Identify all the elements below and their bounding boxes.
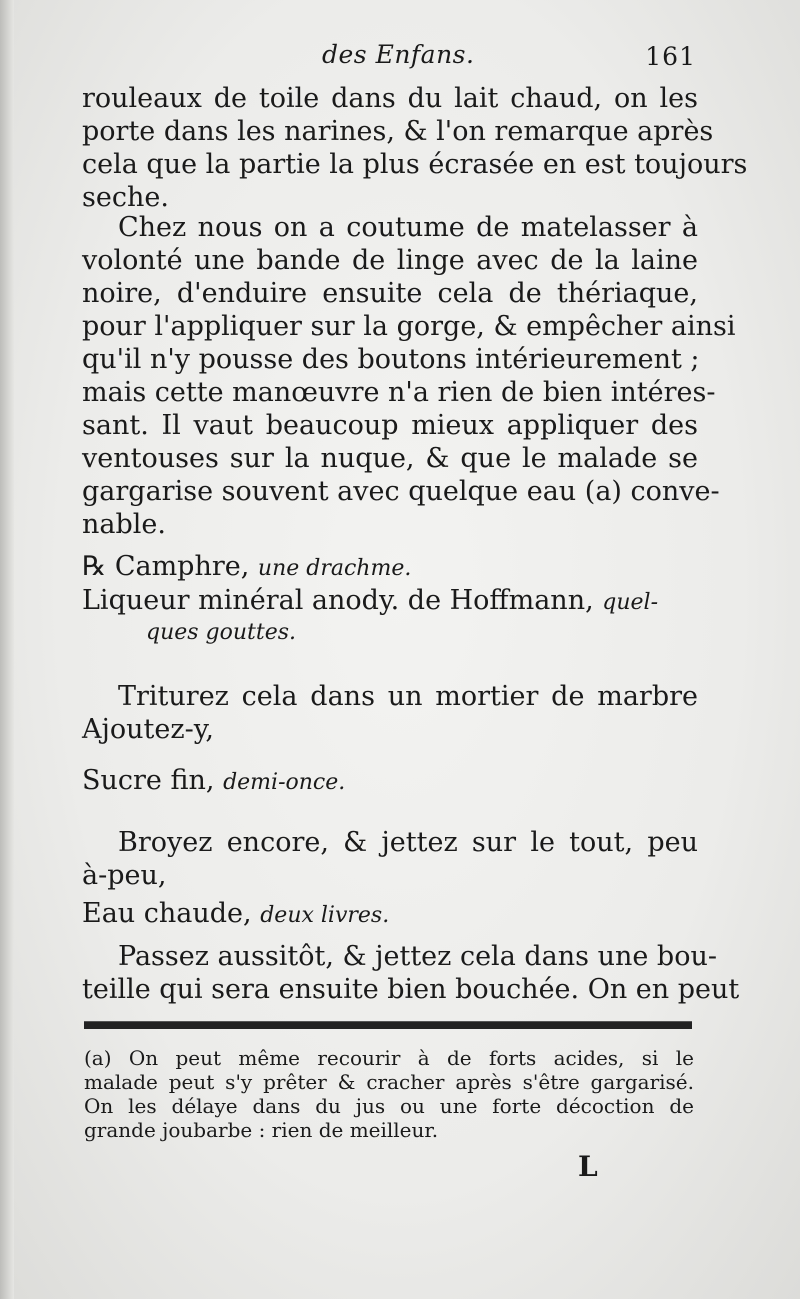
instruction-2: [82, 826, 698, 892]
text-line: Broyez encore, & jettez sur le tout, peu: [118, 827, 698, 858]
footnote-rule: [84, 1021, 692, 1029]
paragraph-3: [82, 940, 740, 1006]
footnote-line: On les délaye dans du jus ou une forte décoction de: [84, 1094, 694, 1118]
page-edge-shadow: [0, 0, 14, 1299]
page-number: 161: [645, 42, 696, 71]
footnote: [84, 1046, 694, 1142]
footnote-line: (a) On peut même recourir à de forts acides, si le: [84, 1046, 694, 1070]
text-line: qu'il n'y pousse des boutons intérieurement ;: [82, 344, 700, 375]
running-title: des Enfans.: [322, 40, 475, 69]
instruction-1: [82, 680, 698, 746]
text-line: teille qui sera ensuite bien bouchée. On en peut: [82, 974, 740, 1005]
signature-mark: L: [578, 1150, 598, 1183]
ingredient-qty: deux livres.: [260, 903, 390, 928]
ingredient-name: Eau chaude,: [82, 898, 252, 929]
text-line: Passez aussitôt, & jettez cela dans une bou-: [118, 941, 717, 972]
recipe-symbol: ℞: [82, 551, 107, 582]
footnote-line: grande joubarbe : rien de meilleur.: [84, 1118, 439, 1142]
paragraph-1: [82, 82, 748, 214]
ingredient-eau: [82, 897, 389, 932]
text-line: ventouses sur la nuque, & que le malade se: [82, 443, 698, 474]
text-line: volonté une bande de linge avec de la laine: [82, 245, 698, 276]
text-line: rouleaux de toile dans du lait chaud, on les: [82, 83, 698, 114]
recipe-line-1: [82, 550, 411, 585]
text-line: cela que la partie la plus écrasée en est toujours: [82, 149, 748, 180]
recipe-item-name: Camphre,: [114, 551, 250, 582]
text-line: noire, d'enduire ensuite cela de thériaque,: [82, 278, 698, 309]
text-line: Triturez cela dans un mortier de marbre: [118, 681, 698, 712]
ingredient-sucre: [82, 764, 345, 799]
recipe-line-3: [146, 614, 296, 649]
text-line: Chez nous on a coutume de matelasser à: [118, 212, 698, 243]
text-line: gargarise souvent avec quelque eau (a) conve-: [82, 476, 720, 507]
recipe-item-qty: ques gouttes.: [146, 620, 297, 645]
recipe-item-qty: une drachme.: [257, 556, 412, 581]
page-header: [0, 36, 800, 76]
text-line: mais cette manœuvre n'a rien de bien intéres-: [82, 377, 716, 408]
text-line: nable.: [82, 509, 166, 540]
text-line: Ajoutez-y,: [82, 714, 214, 745]
text-line: sant. Il vaut beaucoup mieux appliquer des: [82, 410, 698, 441]
text-line: porte dans les narines, & l'on remarque après: [82, 116, 714, 147]
footnote-line: malade peut s'y prêter & cracher après s'être gargarisé.: [84, 1070, 694, 1094]
ingredient-qty: demi-once.: [223, 770, 346, 795]
text-line: à-peu,: [82, 860, 167, 891]
text-line: seche.: [82, 182, 169, 213]
ingredient-name: Sucre fin,: [82, 765, 215, 796]
recipe-item-qty: quel-: [602, 590, 659, 615]
text-line: pour l'appliquer sur la gorge, & empêcher ainsi: [82, 311, 736, 342]
paragraph-2: [82, 211, 736, 541]
recipe-item-name: Liqueur minéral anody. de Hoffmann,: [82, 585, 594, 616]
